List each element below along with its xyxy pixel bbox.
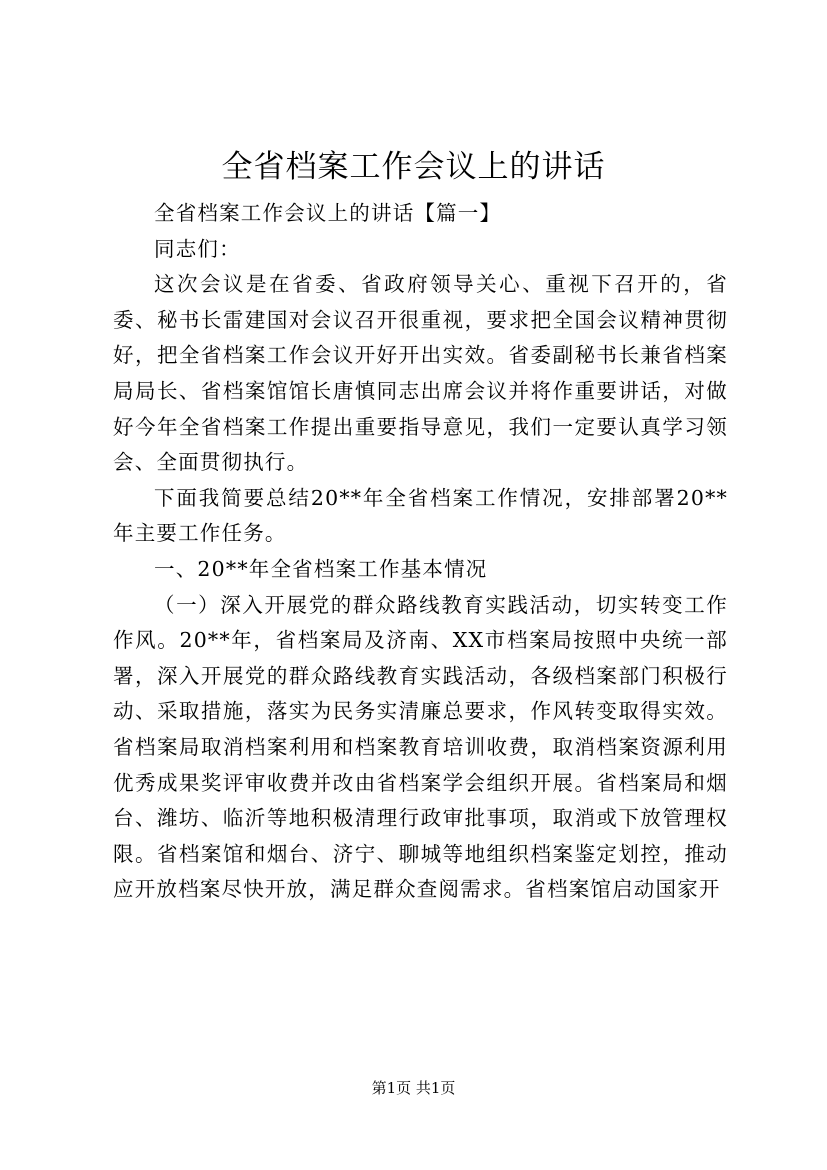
body-paragraph: 下面我简要总结20**年全省档案工作情况，安排部署20**年主要工作任务。	[113, 485, 728, 546]
section-heading: 全省档案工作会议上的讲话【篇一】	[154, 201, 502, 225]
salutation: 同志们：	[154, 236, 241, 261]
page-number-footer: 第1页 共1页	[371, 1079, 456, 1097]
document-body	[113, 196, 728, 908]
section-heading: 一、20**年全省档案工作基本情况	[154, 556, 488, 581]
body-paragraph: （一）深入开展党的群众路线教育实践活动，切实转变工作作风。20**年，省档案局及济南、XX市档案局按照中央统一部署，深入开展党的群众路线教育实践活动，各级档案部门积极行动、采取措施，落实为民务实清廉总要求，作风转变取得实效。省档案局取消档案利用和档案教育培训收费，取消档案资源利用优秀成果奖评审收费并改由省档案学会组织开展。省档案局和烟台、潍坊、临沂等地积极清理行政审批事项，取消或下放管理权限。省档案馆和烟台、济宁、聊城等地组织档案鉴定划控，推动应开放档案尽快开放，满足群众查阅需求。省档案馆启动国家开	[113, 592, 728, 902]
body-paragraph: 这次会议是在省委、省政府领导关心、重视下召开的，省委、秘书长雷建国对会议召开很重视，要求把全国会议精神贯彻好，把全省档案工作会议开好开出实效。省委副秘书长兼省档案局局长、省档案馆馆长唐慎同志出席会议并将作重要讲话，对做好今年全省档案工作提出重要指导意见，我们一定要认真学习领会、全面贯彻执行。	[113, 272, 728, 475]
document-title: 全省档案工作会议上的讲话	[221, 149, 606, 185]
